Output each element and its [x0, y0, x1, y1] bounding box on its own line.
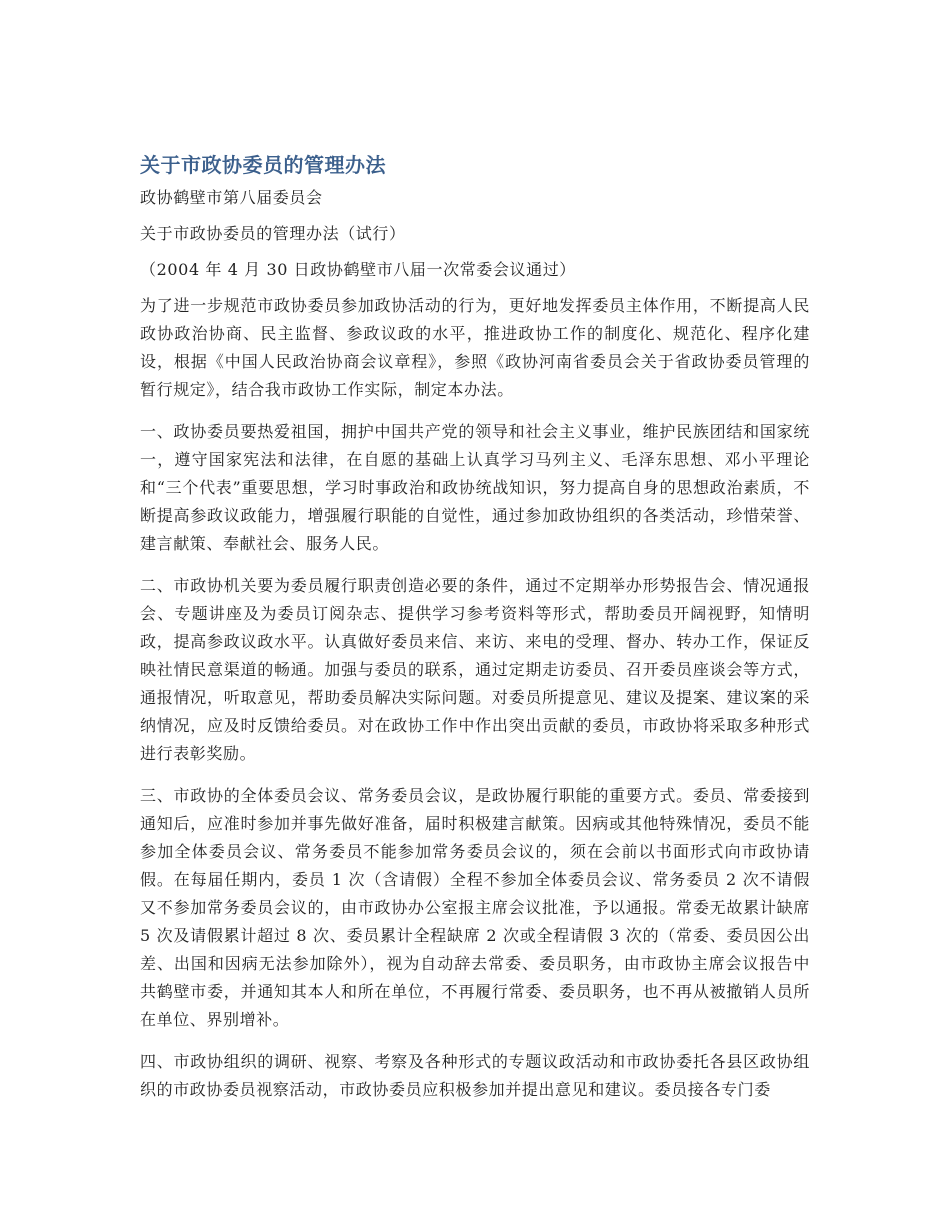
document-body	[140, 292, 810, 1104]
document-title: 关于市政协委员的管理办法	[140, 153, 386, 177]
body-paragraph-preamble: 为了进一步规范市政协委员参加政协活动的行为，更好地发挥委员主体作用，不断提高人民政协政治协商、民主监督、参政议政的水平，推进政协工作的制度化、规范化、程序化建设，根据《中国人民政治协商会议章程》，参照《政协河南省委员会关于省政协委员管理的暂行规定》，结合我市政协工作实际，制定本办法。	[140, 296, 810, 399]
document-issuer: 政协鹤壁市第八届委员会	[140, 188, 323, 207]
document-page	[140, 150, 810, 1118]
body-paragraph-article-2: 二、市政协机关要为委员履行职责创造必要的条件，通过不定期举办形势报告会、情况通报会、专题讲座及为委员订阅杂志、提供学习参考资料等形式，帮助委员开阔视野，知情明政，提高参政议政水平。认真做好委员来信、来访、来电的受理、督办、转办工作，保证反映社情民意渠道的畅通。加强与委员的联系，通过定期走访委员、召开委员座谈会等方式，通报情况，听取意见，帮助委员解决实际问题。对委员所提意见、建议及提案、建议案的采纳情况，应及时反馈给委员。对在政协工作中作出突出贡献的委员，市政协将采取多种形式进行表彰奖励。	[140, 576, 810, 763]
body-paragraph-article-3: 三、市政协的全体委员会议、常务委员会议，是政协履行职能的重要方式。委员、常委接到通知后，应准时参加并事先做好准备，届时积极建言献策。因病或其他特殊情况，委员不能参加全体委员会议、常务委员不能参加常务委员会议的，须在会前以书面形式向市政协请假。在每届任期内，委员 1 次（含请假）全程不参加全体委员会议、常务委员 2 次不请假又不参加常务委员会议的，由市政协办公室报主席会议批准，予以通报。常委无故累计缺席 5 次及请假累计超过 8 次、委员累计全程缺席 2 次或全程请假 3 次的（常委、委员因公出差、出国和因病无法参加除外），视为自动辞去常委、委员职务，由市政协主席会议报告中共鹤壁市委，并通知其本人和所在单位，不再履行常委、委员职务，也不再从被撤销人员所在单位、界别增补。	[140, 786, 810, 1029]
adoption-note: （2004 年 4 月 30 日政协鹤壁市八届一次常委会议通过）	[140, 260, 576, 279]
body-paragraph-article-1: 一、政协委员要热爱祖国，拥护中国共产党的领导和社会主义事业，维护民族团结和国家统一，遵守国家宪法和法律，在自愿的基础上认真学习马列主义、毛泽东思想、邓小平理论和“三个代表”重要思想，学习时事政治和政协统战知识，努力提高自身的思想政治素质，不断提高参政议政能力，增强履行职能的自觉性，通过参加政协组织的各类活动，珍惜荣誉、建言献策、奉献社会、服务人民。	[140, 422, 810, 553]
body-paragraph-article-4: 四、市政协组织的调研、视察、考察及各种形式的专题议政活动和市政协委托各县区政协组织的市政协委员视察活动，市政协委员应积极参加并提出意见和建议。委员接各专门委	[140, 1052, 810, 1099]
document-subtitle: 关于市政协委员的管理办法（试行）	[140, 224, 406, 243]
